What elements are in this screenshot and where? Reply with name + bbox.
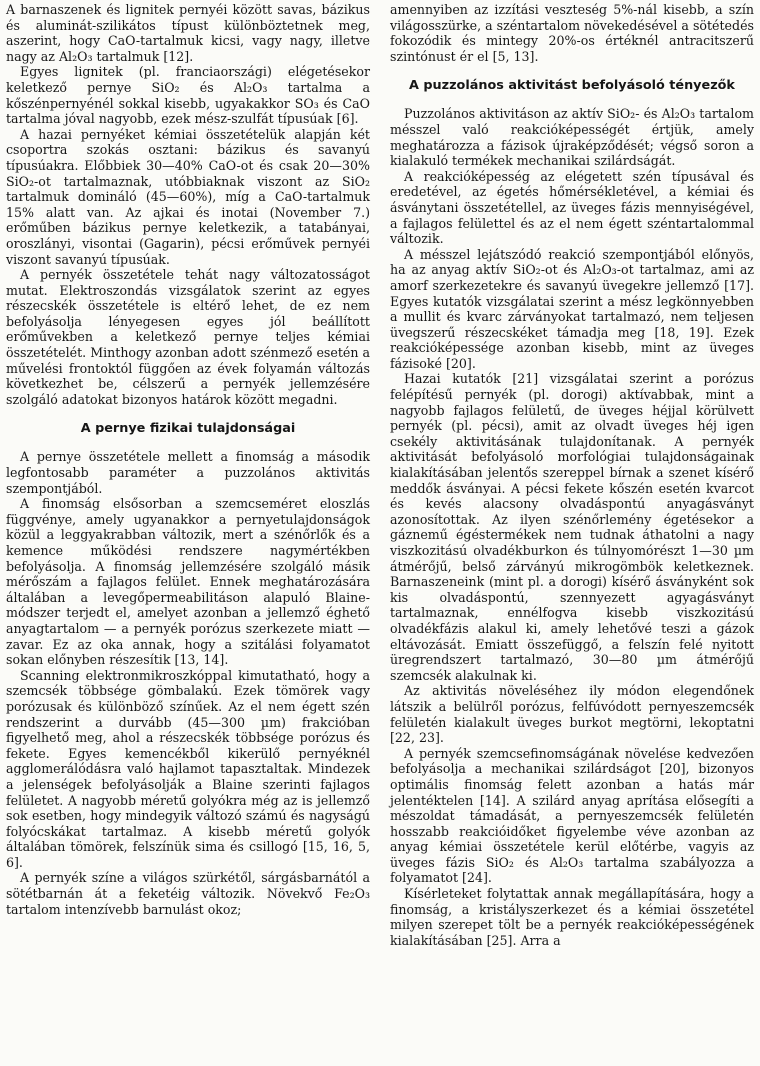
left-column xyxy=(6,2,370,917)
paragraph: Kísérleteket folytattak annak megállapítására, hogy a finomság, a kristályszerkezet és a kémiai összetétel milyen szerepet tölt be a pernyék reakcióképességének kialakításában [25]. Arra a xyxy=(390,886,754,948)
paragraph: A pernyék összetétele tehát nagy változatosságot mutat. Elektroszondás vizsgálatok szerint az egyes részecskék összetétele is eltérő lehet, de ez nem befolyásolja lényegesen egyes jól beállított erőművekben a keletkező pernye teljes kémiai összetételét. Minthogy azonban adott szénmező esetén a művelési frontoktól függően az évek folyamán változás következhet be, célszerű a pernyék jellemzésére szolgáló adatokat bizonyos határok között megadni. xyxy=(6,267,370,407)
paragraph: Az aktivitás növeléséhez ily módon elegendőnek látszik a belülről porózus, felfúvódott pernyeszemcsék felületén kialakult üveges burkot megtörni, lekoptatni [22, 23]. xyxy=(390,683,754,746)
paragraph: Egyes lignitek (pl. franciaországi) elégetésekor keletkező pernye SiO₂ és Al₂O₃ tartalma a kőszénpernyénél sokkal kisebb, ugyakakkor SO₃ és CaO tartalma jóval nagyobb, ezek mész-szulfát típusúak [6]. xyxy=(6,64,370,127)
paragraph: A mésszel lejátszódó reakció szempontjából előnyös, ha az anyag aktív SiO₂-ot és Al₂O₃-ot tartalmaz, ami az amorf szerkezetekre és savanyú üvegekre jellemző [17]. Egyes kutatók vizsgálatai szerint a mész legkönnyebben a mullit és kvarc zárványokat tartalmazó, nem teljesen üvegszerű részecskéket támadja meg [18, 19]. Ezek reakcióképessége azonban kisebb, mint az üveges fázisoké [20]. xyxy=(390,246,754,371)
paragraph: A pernyék színe a világos szürkétől, sárgásbarnától a sötétbarnán át a feketéig változik. Növekvő Fe₂O₃ tartalom intenzívebb barnulást okoz; xyxy=(6,870,370,917)
right-column xyxy=(390,2,754,948)
section-heading: A puzzolános aktivitást befolyásoló tényezők xyxy=(409,78,735,94)
paragraph: A hazai pernyéket kémiai összetételük alapján két csoportra szokás osztani: bázikus és savanyú típusúakra. Előbbiek 30—40% CaO-ot és csak 20—30% SiO₂-ot tartalmaznak, utóbbiaknak viszont az SiO₂ tartalmuk domináló (45—60%), míg a CaO-tartalmuk 15% alatt van. Az ajkai és inotai (November 7.) erőműben bázikus pernye keletkezik, a tatabányai, oroszlányi, visontai (Gagarin), pécsi erőművek pernyéi viszont savanyú típusúak. xyxy=(6,126,370,267)
paragraph: amennyiben az izzítási veszteség 5%-nál kisebb, a szín világosszürke, a széntartalom növekedésével a sötétedés fokozódik és mintegy 20%-os értéknél antracitszerű szintónust ér el [5, 13]. xyxy=(390,2,754,64)
paragraph: Scanning elektronmikroszkóppal kimutatható, hogy a szemcsék többsége gömbalakú. Ezek tömörek vagy porózusak és különböző színűek. Az el nem égett szén rendszerint a durvább (45—300 µm) frakcióban figyelhető meg, ahol a részecskék többsége porózus és fekete. Egyes kemencékből kikerülő pernyéknél agglomerálódásra való hajlamot tapasztaltak. Mindezek a jelenségek befolyásolják a Blaine szerinti fajlagos felületet. A nagyobb méretű golyókra még az is jellemző sok esetben, hogy mindegyik változó számú és nagyságú folyócskákat tartalmaz. A kisebb méretű golyók általában tömörek, felszínük sima és csillogó [15, 16, 5, 6]. xyxy=(6,667,370,870)
paragraph: Hazai kutatók [21] vizsgálatai szerint a porózus felépítésű pernyék (pl. dorogi) aktívabbak, mint a nagyobb fajlagos felületű, de üveges héjjal körülvett pernyék (pl. pécsi), amit az olvadt üveges héj igen csekély aktivitásának tulajdonítanak. A pernyék aktivitását befolyásoló morfológiai tulajdonságainak kialakításában jelentős szereppel bírnak a szenet kísérő meddők ásványai. A pécsi fekete kőszén esetén kvarcot és kevés alacsony olvadáspontú anyagásványt azonosítottak. Az ilyen szénőrlemény égetésekor a gáznemű égéstermékek nem tudnak áthatolni a nagy viszkozitású olvadékburkon és túlnyomórészt 1—30 µm átmérőjű, belső zárványú mikrogömbök keletkeznek. Barnaszeneink (mint pl. a dorogi) kísérő ásványként sok kis olvadáspontú, szennyezett agyagásványt tartalmaznak, ennélfogva kisebb viszkozitású olvadékfázis alakul ki, amely lehetővé teszi a gázok eltávozását. Emiatt összefüggő, a felszín felé nyitott üregrendszert tartalmazó, 30—80 µm átmérőjű szemcsék alakulnak ki. xyxy=(390,371,754,683)
paragraph: A reakcióképesség az elégetett szén típusával és eredetével, az égetés hőmérsékletével, a kémiai és ásványtani összetétellel, az üveges fázis mennyiségével, a fajlagos felülettel és az el nem égett széntartalommal változik. xyxy=(390,168,754,247)
paragraph: Puzzolános aktivitáson az aktív SiO₂- és Al₂O₃ tartalom mésszel való reakcióképességét értjük, amely meghatározza a fázisok újraképződését; végső soron a kialakuló termékek mechanikai szilárdságát. xyxy=(390,106,754,169)
section-heading: A pernye fizikai tulajdonságai xyxy=(80,421,296,437)
paragraph: A pernye összetétele mellett a finomság a második legfontosabb paraméter a puzzolános aktivitás szempontjából. xyxy=(6,449,370,496)
paragraph: A barnaszenek és lignitek pernyéi között savas, bázikus és aluminát-szilikátos típust különböztetnek meg, aszerint, hogy CaO-tartalmuk kicsi, vagy nagy, illetve nagy az Al₂O₃ tartalmuk [12]. xyxy=(6,2,370,64)
paragraph: A pernyék szemcsefinomságának növelése kedvezően befolyásolja a mechanikai szilárdságot [20], bizonyos optimális finomság felett azonban a hatás már jelentéktelen [14]. A szilárd anyag aprítása elősegíti a mészoldat támadását, a pernyeszemcsék felületén hosszabb reakcióidőket figyelembe véve azonban az anyag kémiai összetétele kerül előtérbe, vagyis az üveges fázis SiO₂ és Al₂O₃ tartalma szabályozza a folyamatot [24]. xyxy=(390,745,754,886)
paragraph: A finomság elsősorban a szemcseméret eloszlás függvénye, amely ugyanakkor a pernyetulajdonságok közül a leggyakrabban változik, mert a szénőrlők és a kemence működési rendszere nagymértékben befolyásolja. A finomság jellemzésére szolgáló másik mérőszám a fajlagos felület. Ennek meghatározására általában a levegőpermeabilitáson alapuló Blaine-módszer terjedt el, amelyet azonban a jellemző éghető anyagtartalom — a pernyék porózus szerkezete miatt — zavar. Ez az oka annak, hogy a szitálási folyamatot sokan előnyben részesítik [13, 14]. xyxy=(6,496,370,668)
